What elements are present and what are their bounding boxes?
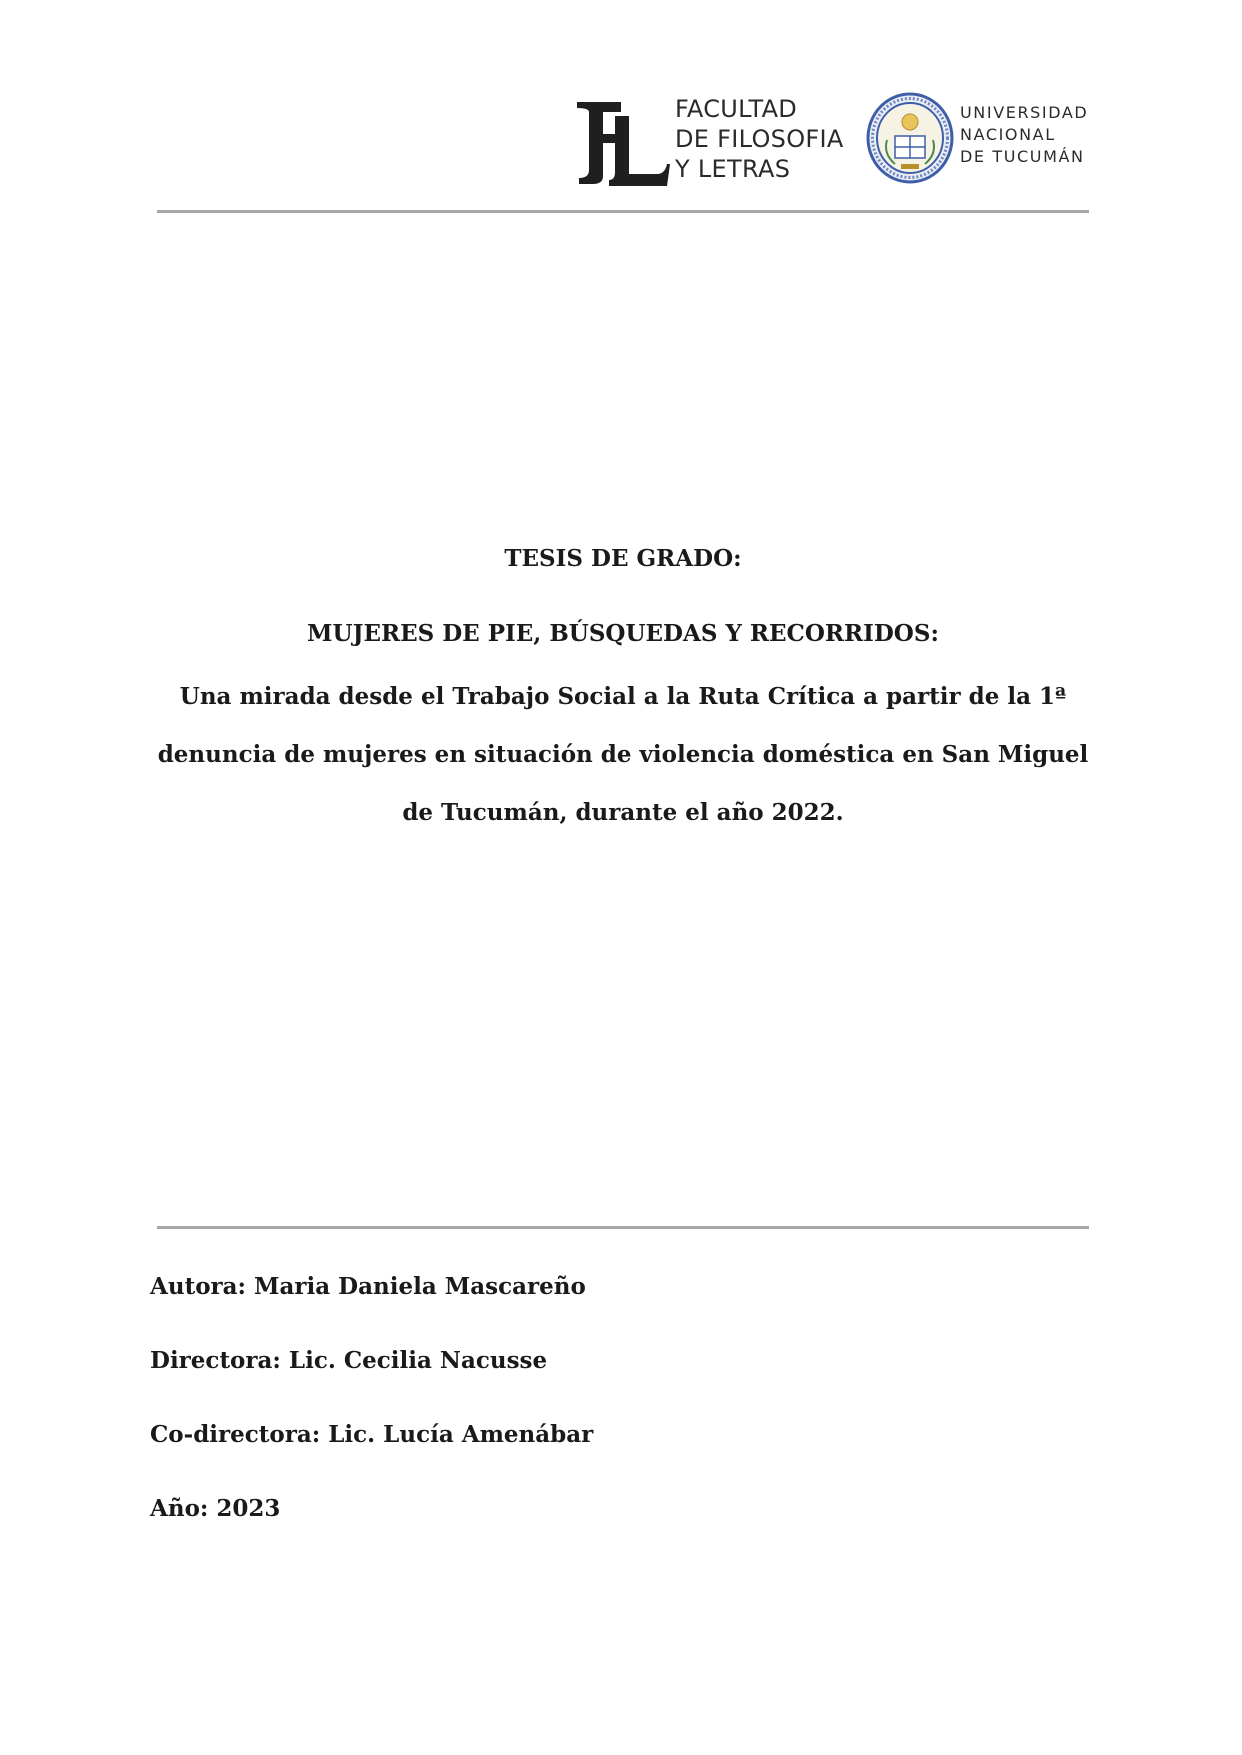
faculty-name-line: DE FILOSOFIA — [675, 125, 844, 153]
university-name-line: UNIVERSIDAD — [960, 103, 1089, 122]
header-divider — [157, 210, 1089, 213]
co-director-line: Co-directora: Lic. Lucía Amenábar — [150, 1421, 594, 1448]
university-name-line: NACIONAL — [960, 125, 1056, 144]
thesis-label: TESIS DE GRADO: — [504, 545, 742, 572]
thesis-subtitle: Una mirada desde el Trabajo Social a la Ruta Crítica a partir de la 1ª denuncia de mujeres en situación de violencia doméstica en San Miguel de Tucumán, durante el año 2022. — [157, 683, 1089, 826]
university-name — [960, 102, 1088, 168]
thesis-title: MUJERES DE PIE, BÚSQUEDAS Y RECORRIDOS: — [307, 620, 939, 647]
author-line: Autora: Maria Daniela Mascareño — [150, 1273, 586, 1300]
university-seal-icon — [865, 92, 955, 184]
faculty-name — [675, 94, 844, 184]
header-logos — [575, 92, 1090, 192]
faculty-monogram-logo — [575, 96, 671, 188]
credits-block — [150, 1270, 593, 1566]
director-line: Directora: Lic. Cecilia Nacusse — [150, 1347, 548, 1374]
faculty-name-line: FACULTAD — [675, 95, 798, 123]
credits-divider — [157, 1226, 1089, 1229]
university-name-line: DE TUCUMÁN — [960, 147, 1085, 166]
faculty-name-line: Y LETRAS — [675, 155, 791, 183]
year-line: Año: 2023 — [150, 1495, 281, 1522]
